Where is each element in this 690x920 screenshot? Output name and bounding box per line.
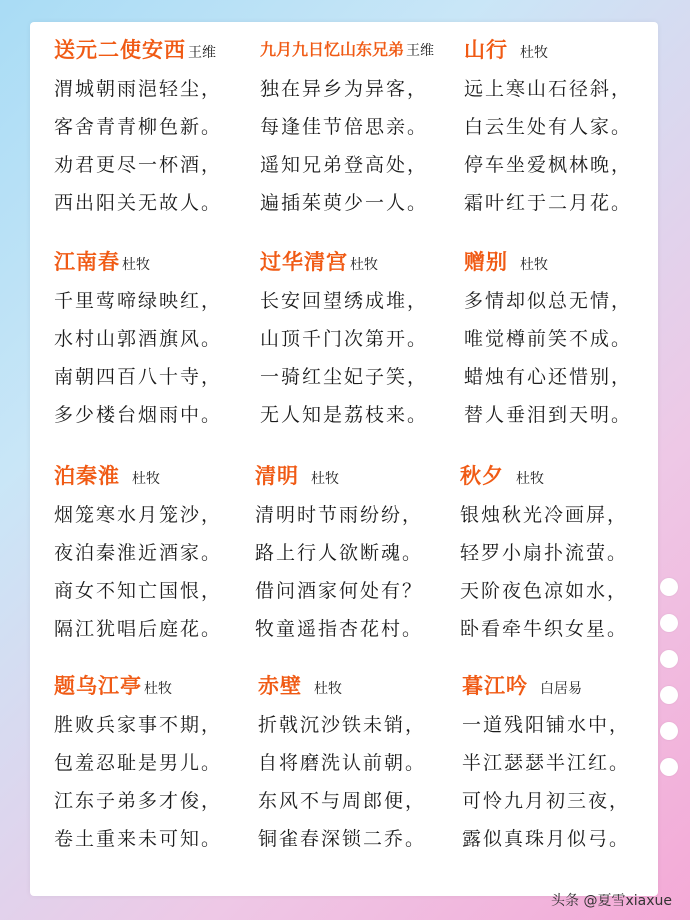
poem-author: 白居易 (540, 681, 582, 697)
poem-line: 银烛秋光冷画屏， (460, 504, 629, 526)
dot-icon (660, 722, 678, 740)
poem-title: 九月九日忆山东兄弟 (260, 40, 405, 59)
poem-block (260, 242, 428, 434)
poem-line: 替人垂泪到天明。 (464, 404, 633, 426)
poem-title: 题乌江亭 (54, 674, 142, 698)
poem-line: 卷土重来未可知。 (54, 828, 223, 850)
poem-line: 折戟沉沙铁未销， (258, 714, 427, 736)
poem-block (460, 456, 628, 648)
poem-header (464, 30, 632, 70)
poem-line: 借问酒家何处有？ (255, 580, 424, 602)
poem-line: 烟笼寒水月笼沙， (54, 504, 223, 526)
poem-title: 江南春 (54, 250, 120, 274)
poem-title: 秋夕 (460, 464, 504, 488)
poem-author: 杜牧 (520, 45, 548, 61)
poem-line: 商女不知亡国恨， (54, 580, 223, 602)
poem-title: 清明 (255, 464, 299, 488)
poem-line: 东风不与周郎便， (258, 790, 427, 812)
poem-header (260, 242, 428, 282)
poem-header (54, 666, 222, 706)
poem-line: 露似真珠月似弓。 (462, 828, 631, 850)
poem-header (258, 666, 426, 706)
poem-line: 遥知兄弟登高处， (260, 154, 429, 176)
poem-title: 暮江吟 (462, 674, 528, 698)
poem-title: 赤壁 (258, 674, 302, 698)
poem-line: 自将磨洗认前朝。 (258, 752, 427, 774)
poem-block (54, 456, 222, 648)
poem-line: 长安回望绣成堆， (260, 290, 429, 312)
poem-header (462, 666, 630, 706)
poem-line: 卧看牵牛织女星。 (460, 618, 629, 640)
poem-title: 送元二使安西 (54, 38, 186, 62)
poem-block (260, 30, 434, 222)
poem-header (464, 242, 632, 282)
poem-header (260, 30, 434, 70)
poem-line: 江东子弟多才俊， (54, 790, 223, 812)
poem-author: 杜牧 (311, 471, 339, 487)
dot-icon (660, 758, 678, 776)
poem-line: 夜泊秦淮近酒家。 (54, 542, 223, 564)
poem-line: 铜雀春深锁二乔。 (258, 828, 427, 850)
poem-title: 赠别 (464, 250, 508, 274)
poem-block (54, 242, 222, 434)
poem-line: 多情却似总无情， (464, 290, 633, 312)
poem-line: 千里莺啼绿映红， (54, 290, 223, 312)
poem-block (462, 666, 630, 858)
poem-line: 隔江犹唱后庭花。 (54, 618, 223, 640)
poem-line: 包羞忍耻是男儿。 (54, 752, 223, 774)
poem-line: 一骑红尘妃子笑， (260, 366, 429, 388)
poem-author: 杜牧 (122, 257, 150, 273)
poem-block (54, 30, 222, 222)
dot-icon (660, 614, 678, 632)
decorative-dots (660, 578, 684, 794)
poem-line: 胜败兵家事不期， (54, 714, 223, 736)
poem-line: 多少楼台烟雨中。 (54, 404, 223, 426)
poem-block (464, 242, 632, 434)
poem-line: 霜叶红于二月花。 (464, 192, 633, 214)
poem-line: 路上行人欲断魂。 (255, 542, 424, 564)
poem-header (460, 456, 628, 496)
poem-line: 水村山郭酒旗风。 (54, 328, 223, 350)
poem-header (54, 30, 222, 70)
poem-header (54, 242, 222, 282)
poem-line: 劝君更尽一杯酒， (54, 154, 223, 176)
poem-block (54, 666, 222, 858)
poem-block (255, 456, 423, 648)
poem-author: 杜牧 (520, 257, 548, 273)
poem-line: 遍插茱萸少一人。 (260, 192, 429, 214)
poem-line: 一道残阳铺水中， (462, 714, 631, 736)
poem-line: 每逢佳节倍思亲。 (260, 116, 429, 138)
poem-line: 南朝四百八十寺， (54, 366, 223, 388)
poem-author: 杜牧 (516, 471, 544, 487)
poem-title: 过华清宫 (260, 250, 348, 274)
poem-line: 轻罗小扇扑流萤。 (460, 542, 629, 564)
poem-line: 可怜九月初三夜， (462, 790, 631, 812)
poem-line: 客舍青青柳色新。 (54, 116, 223, 138)
poem-line: 天阶夜色凉如水， (460, 580, 629, 602)
poem-author: 杜牧 (144, 681, 172, 697)
dot-icon (660, 686, 678, 704)
poem-line: 唯觉樽前笑不成。 (464, 328, 633, 350)
poem-block (464, 30, 632, 222)
poem-line: 远上寒山石径斜， (464, 78, 633, 100)
poem-block (258, 666, 426, 858)
poem-header (255, 456, 423, 496)
poem-author: 王维 (188, 45, 216, 61)
poem-line: 清明时节雨纷纷， (255, 504, 424, 526)
poem-line: 渭城朝雨浥轻尘， (54, 78, 223, 100)
poem-author: 杜牧 (350, 257, 378, 273)
poem-line: 牧童遥指杏花村。 (255, 618, 424, 640)
poem-line: 无人知是荔枝来。 (260, 404, 429, 426)
poem-title: 山行 (464, 38, 508, 62)
poem-line: 停车坐爱枫林晚， (464, 154, 633, 176)
watermark-credit: 头条 @夏雪xiaxue (551, 893, 672, 909)
dot-icon (660, 578, 678, 596)
poem-line: 半江瑟瑟半江红。 (462, 752, 631, 774)
poem-line: 白云生处有人家。 (464, 116, 633, 138)
poem-author: 杜牧 (132, 471, 160, 487)
dot-icon (660, 650, 678, 668)
poem-line: 蜡烛有心还惜别， (464, 366, 633, 388)
poem-author: 王维 (406, 43, 435, 59)
poem-line: 西出阳关无故人。 (54, 192, 223, 214)
poem-title: 泊秦淮 (54, 464, 120, 488)
poem-line: 独在异乡为异客， (260, 78, 429, 100)
poem-header (54, 456, 222, 496)
poem-line: 山顶千门次第开。 (260, 328, 429, 350)
poem-author: 杜牧 (314, 681, 342, 697)
